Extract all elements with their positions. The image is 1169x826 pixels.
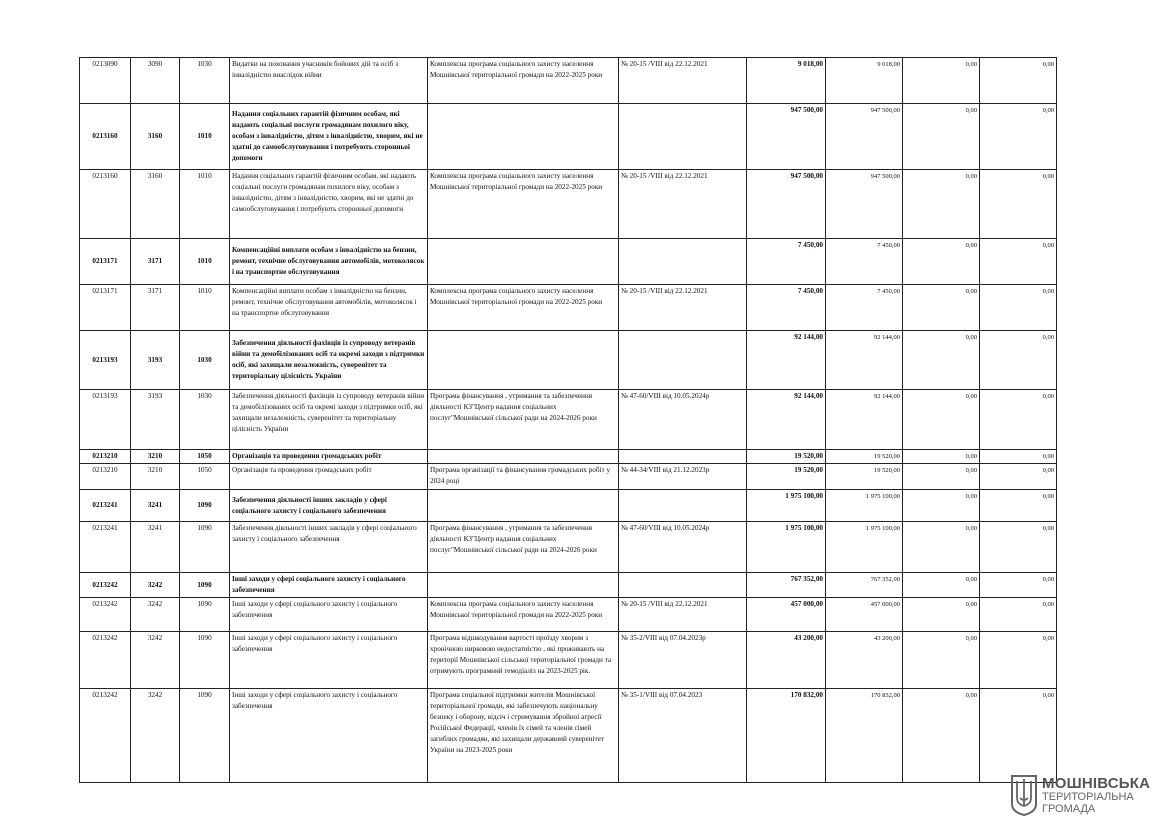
table-row: [80, 104, 1057, 170]
table-cell-total: 947 500,00: [747, 170, 826, 239]
table-cell-total: 170 832,00: [747, 689, 826, 783]
table-cell-code: 0213160: [80, 104, 131, 170]
table-cell-kfk: 3210: [131, 464, 180, 490]
table-cell-code: 0213171: [80, 285, 131, 331]
table-cell-general: 9 018,00: [826, 58, 903, 104]
table-cell-code: 0213193: [80, 331, 131, 390]
table-cell-special: 0,00: [903, 522, 980, 573]
table-cell-kfk: 3171: [131, 239, 180, 285]
table-cell-development: 0,00: [980, 689, 1057, 783]
table-cell-kfkv: 1030: [180, 390, 230, 450]
table-cell-general: 767 352,00: [826, 573, 903, 598]
table-row: [80, 573, 1057, 598]
table-row: [80, 522, 1057, 573]
table-cell-program: [428, 573, 619, 598]
table-cell-program: [428, 331, 619, 390]
table-cell-general: 19 520,00: [826, 450, 903, 464]
table-cell-kfkv: 1010: [180, 285, 230, 331]
table-cell-program: [428, 239, 619, 285]
table-row: [80, 689, 1057, 783]
table-cell-name: Інші заходи у сфері соціального захисту і соціального забезпечення: [230, 632, 428, 689]
table-cell-development: 0,00: [980, 522, 1057, 573]
logo-subtitle-2: ГРОМАДА: [1042, 803, 1096, 815]
table-cell-name: Забезпечення діяльності інших закладів у сфері соціального захисту і соціального забезпечення: [230, 522, 428, 573]
table-cell-development: 0,00: [980, 285, 1057, 331]
table-cell-decision: № 47-60/VIII від 10.05.2024р: [619, 522, 747, 573]
table-cell-code: 0213210: [80, 450, 131, 464]
table-row: [80, 490, 1057, 522]
table-row: [80, 598, 1057, 632]
table-cell-program: Програма організації та фінансування громадських робіт у 2024 році: [428, 464, 619, 490]
table-cell-decision: № 20-15 /VIII від 22.12.2021: [619, 170, 747, 239]
table-cell-kfk: 3210: [131, 450, 180, 464]
table-cell-kfkv: 1090: [180, 689, 230, 783]
table-cell-development: 0,00: [980, 104, 1057, 170]
table-cell-name: Забезпечення діяльності фахівців із супроводу ветеранів війни та демобілізованих осіб та окремі заходи з підтримки осіб, які захищали незалежність, суверенітет та територіальну цілісність України: [230, 390, 428, 450]
table-cell-general: 170 832,00: [826, 689, 903, 783]
table-cell-special: 0,00: [903, 390, 980, 450]
table-cell-total: 457 000,00: [747, 598, 826, 632]
table-cell-program: [428, 104, 619, 170]
table-cell-special: 0,00: [903, 573, 980, 598]
table-cell-code: 0213210: [80, 464, 131, 490]
table-cell-general: 43 200,00: [826, 632, 903, 689]
table-cell-general: 947 500,00: [826, 170, 903, 239]
table-cell-code: 0213160: [80, 170, 131, 239]
table-cell-program: Програма фінансування , утримання та забезпечення діяльності КЗ"Центр надання соціальних послуг"Мошнівської сільської ради на 2024-2026 роки: [428, 522, 619, 573]
table-cell-kfkv: 1010: [180, 239, 230, 285]
table-cell-special: 0,00: [903, 285, 980, 331]
table-cell-development: 0,00: [980, 450, 1057, 464]
table-cell-name: Забезпечення діяльності фахівців із супроводу ветеранів війни та демобілізованих осіб та окремі заходи з підтримки осіб, які захищали незалежність, суверенітет та територіальну цілісність України: [230, 331, 428, 390]
table-cell-general: 19 520,00: [826, 464, 903, 490]
table-cell-name: Надання соціальних гарантій фізичним особам, які надають соціальні послуги громадянам похилого віку, особам з інвалідністю, дітям з інвалідністю, хворим, які не здатні до самообслуговування і потребують сторонньої допомоги: [230, 170, 428, 239]
table-row: [80, 331, 1057, 390]
table-cell-decision: № 20-15 /VIII від 22.12.2021: [619, 285, 747, 331]
table-cell-development: 0,00: [980, 390, 1057, 450]
table-cell-total: 43 200,00: [747, 632, 826, 689]
table-cell-total: 1 975 100,00: [747, 490, 826, 522]
table-cell-development: 0,00: [980, 170, 1057, 239]
table-cell-code: 0213171: [80, 239, 131, 285]
table-cell-special: 0,00: [903, 689, 980, 783]
table-cell-kfk: 3160: [131, 170, 180, 239]
table-cell-kfkv: 1050: [180, 450, 230, 464]
table-cell-name: Інші заходи у сфері соціального захисту і соціального забезпечення: [230, 689, 428, 783]
table-cell-program: Програма відшкодування вартості проїзду хворим з хронічною нирковою недостатністю , які проживають на території Мошнівської сільської територіальної громади та отримують програмний гемодіаліз на 2023-2025 рік.: [428, 632, 619, 689]
table-cell-total: 1 975 100,00: [747, 522, 826, 573]
table-cell-code: 0213090: [80, 58, 131, 104]
table-cell-special: 0,00: [903, 104, 980, 170]
table-cell-program: Комплексна програма соціального захисту населення Мошнівської територіальної громади на 2022-2025 роки: [428, 285, 619, 331]
table-cell-total: 947 500,00: [747, 104, 826, 170]
table-cell-kfkv: 1090: [180, 598, 230, 632]
table-cell-kfkv: 1010: [180, 104, 230, 170]
table-cell-program: Програма соціальної підтримки жителів Мошнівської територіальної громади, які забезпечують національну безпеку і оборону, відсіч і стримування збройної агресії Російської Федерації, членів їх сімей та членів сімей загиблих громадян, які захищали державний суверенітет України на 2023-2025 роки: [428, 689, 619, 783]
table-cell-total: 767 352,00: [747, 573, 826, 598]
table-cell-kfkv: 1090: [180, 632, 230, 689]
table-cell-kfk: 3160: [131, 104, 180, 170]
table-cell-kfk: 3090: [131, 58, 180, 104]
table-cell-name: Видатки на поховання учасників бойових дій та осіб з інвалідністю внаслідок війни: [230, 58, 428, 104]
table-cell-kfkv: 1090: [180, 522, 230, 573]
table-cell-total: 92 144,00: [747, 331, 826, 390]
table-cell-code: 0213241: [80, 490, 131, 522]
table-cell-kfkv: 1090: [180, 490, 230, 522]
table-row: [80, 285, 1057, 331]
table-cell-decision: № 20-15 /VIII від 22.12.2021: [619, 58, 747, 104]
table-cell-special: 0,00: [903, 239, 980, 285]
table-cell-special: 0,00: [903, 598, 980, 632]
table-cell-kfkv: 1050: [180, 464, 230, 490]
table-cell-kfk: 3242: [131, 689, 180, 783]
table-cell-total: 92 144,00: [747, 390, 826, 450]
table-cell-kfkv: 1030: [180, 331, 230, 390]
table-cell-code: 0213193: [80, 390, 131, 450]
table-cell-special: 0,00: [903, 170, 980, 239]
table-cell-decision: № 44-34/VIII від 21.12.2023р: [619, 464, 747, 490]
community-logo: [1010, 772, 1150, 820]
table-cell-development: 0,00: [980, 58, 1057, 104]
table-cell-development: 0,00: [980, 598, 1057, 632]
table-cell-general: 457 000,00: [826, 598, 903, 632]
trident-icon: [1010, 774, 1038, 816]
table-cell-development: 0,00: [980, 239, 1057, 285]
table-cell-code: 0213242: [80, 573, 131, 598]
table-cell-kfk: 3193: [131, 331, 180, 390]
logo-title: МОШНІВСЬКА: [1042, 775, 1151, 792]
table-row: [80, 390, 1057, 450]
table-cell-special: 0,00: [903, 450, 980, 464]
table-cell-special: 0,00: [903, 58, 980, 104]
table-cell-program: Комплексна програма соціального захисту населення Мошнівської територіальної громади на 2022-2025 роки: [428, 170, 619, 239]
table-row: [80, 450, 1057, 464]
table-cell-special: 0,00: [903, 464, 980, 490]
table-cell-name: Інші заходи у сфері соціального захисту і соціального забезпечення: [230, 598, 428, 632]
table-cell-total: 7 450,00: [747, 239, 826, 285]
table-cell-general: 7 450,00: [826, 285, 903, 331]
table-cell-total: 7 450,00: [747, 285, 826, 331]
table-cell-code: 0213241: [80, 522, 131, 573]
table-cell-kfk: 3242: [131, 573, 180, 598]
table-cell-total: 19 520,00: [747, 450, 826, 464]
table-cell-general: 92 144,00: [826, 390, 903, 450]
table-cell-name: Організація та проведення громадських робіт: [230, 464, 428, 490]
table-cell-general: 92 144,00: [826, 331, 903, 390]
table-row: [80, 632, 1057, 689]
table-cell-name: Забезпечення діяльності інших закладів у сфері соціального захисту і соціального забезпечення: [230, 490, 428, 522]
table-cell-general: 1 975 100,00: [826, 522, 903, 573]
logo-subtitle-1: ТЕРИТОРІАЛЬНА: [1042, 791, 1134, 803]
table-cell-development: 0,00: [980, 464, 1057, 490]
table-row: [80, 464, 1057, 490]
table-cell-general: 7 450,00: [826, 239, 903, 285]
table-cell-code: 0213242: [80, 598, 131, 632]
table-cell-decision: [619, 573, 747, 598]
table-cell-kfkv: 1090: [180, 573, 230, 598]
table-cell-program: [428, 450, 619, 464]
table-cell-program: [428, 490, 619, 522]
table-cell-kfk: 3241: [131, 522, 180, 573]
table-cell-special: 0,00: [903, 490, 980, 522]
table-cell-decision: № 35-1/VIII від 07.04.2023: [619, 689, 747, 783]
table-cell-decision: № 47-60/VIII від 10.05.2024р: [619, 390, 747, 450]
table-cell-development: 0,00: [980, 573, 1057, 598]
table-cell-kfkv: 1030: [180, 58, 230, 104]
table-cell-development: 0,00: [980, 490, 1057, 522]
table-cell-name: Компенсаційні виплати особам з інвалідністю на бензин, ремонт, технічне обслуговування автомобілів, мотоколясок і на транспортне обслуговування: [230, 285, 428, 331]
table-cell-decision: [619, 490, 747, 522]
table-cell-kfk: 3241: [131, 490, 180, 522]
table-cell-name: Організація та проведення громадських робіт: [230, 450, 428, 464]
table-cell-program: Програма фінансування , утримання та забезпечення діяльності КЗ"Центр надання соціальних послуг"Мошнівської сільської ради на 2024-2026 роки: [428, 390, 619, 450]
table-cell-name: Інші заходи у сфері соціального захисту і соціального забезпечення: [230, 573, 428, 598]
table-cell-decision: [619, 331, 747, 390]
table-cell-program: Комплексна програма соціального захисту населення Мошнівської територіальної громади на 2022-2025 роки: [428, 598, 619, 632]
table-cell-total: 9 018,00: [747, 58, 826, 104]
table-row: [80, 239, 1057, 285]
table-cell-name: Компенсаційні виплати особам з інвалідністю на бензин, ремонт, технічне обслуговування автомобілів, мотоколясок і на транспортне обслуговування: [230, 239, 428, 285]
table-cell-development: 0,00: [980, 632, 1057, 689]
table-row: [80, 170, 1057, 239]
table-cell-total: 19 520,00: [747, 464, 826, 490]
table-cell-kfk: 3193: [131, 390, 180, 450]
table-cell-kfk: 3242: [131, 598, 180, 632]
table-body: [80, 58, 1057, 783]
budget-table: [79, 57, 1057, 783]
table-cell-kfk: 3171: [131, 285, 180, 331]
table-cell-special: 0,00: [903, 632, 980, 689]
table-cell-development: 0,00: [980, 331, 1057, 390]
table-cell-code: 0213242: [80, 689, 131, 783]
table-cell-decision: [619, 450, 747, 464]
table-cell-kfkv: 1010: [180, 170, 230, 239]
table-cell-name: Надання соціальних гарантій фізичним особам, які надають соціальні послуги громадянам похилого віку, особам з інвалідністю, дітям з інвалідністю, хворим, які не здатні до самообслуговування і потребують сторонньої допомоги: [230, 104, 428, 170]
table-cell-decision: № 20-15 /VIII від 22.12.2021: [619, 598, 747, 632]
table-cell-general: 1 975 100,00: [826, 490, 903, 522]
table-cell-general: 947 500,00: [826, 104, 903, 170]
table-cell-program: Комплексна програма соціального захисту населення Мошнівської територіальної громади на 2022-2025 роки: [428, 58, 619, 104]
table-row: [80, 58, 1057, 104]
table-cell-special: 0,00: [903, 331, 980, 390]
table-cell-decision: [619, 104, 747, 170]
table-cell-decision: [619, 239, 747, 285]
table-cell-kfk: 3242: [131, 632, 180, 689]
table-cell-code: 0213242: [80, 632, 131, 689]
table-cell-decision: № 35-2/VIII від 07.04.2023р: [619, 632, 747, 689]
